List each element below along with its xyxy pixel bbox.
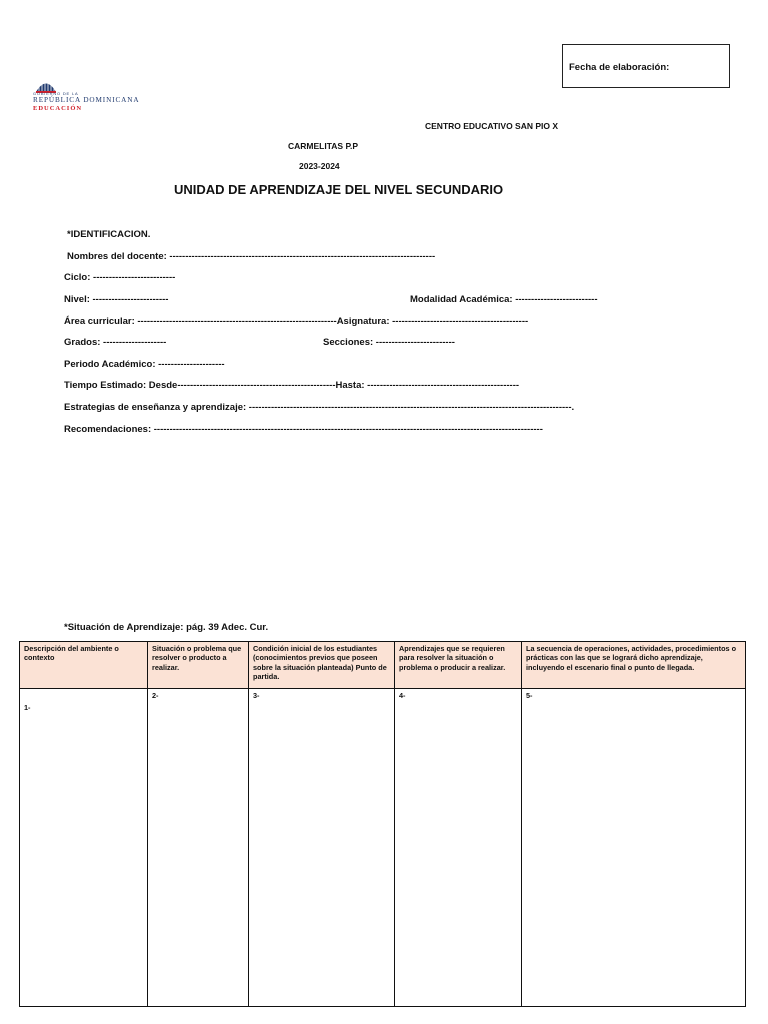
nivel-field: Nivel: ------------------------ (64, 294, 169, 305)
situacion-table (19, 641, 746, 1007)
col-header-secuencia: La secuencia de operaciones, actividades, procedimientos o prácticas con las que se logrará dicho aprendizaje, incluyendo el escenario final o punto de llegada. (522, 642, 746, 689)
ciclo-field: Ciclo: -------------------------- (64, 272, 176, 283)
school-year: 2023-2024 (299, 161, 340, 171)
centro-educativo: CENTRO EDUCATIVO SAN PIO X (425, 121, 559, 131)
table-cell-secuencia[interactable] (522, 689, 746, 1007)
row-number: 5- (526, 691, 533, 700)
col-header-aprendizajes: Aprendizajes que se requieren para resolver la situación o problema o producir a realizar. (395, 642, 522, 689)
grados-field: Grados: -------------------- (64, 337, 167, 348)
identificacion-heading: *IDENTIFICACION. (67, 229, 151, 240)
recomendaciones-field: Recomendaciones: --------------------------------------------------------------------------------------------------------------------------- (64, 424, 543, 435)
area-asignatura-field: Área curricular: ---------------------------------------------------------------Asignatura: ------------------------------------------- (64, 316, 529, 327)
logo-gobierno-text: GOBIERNO DE LA (33, 91, 79, 96)
logo-republica-text: REPÚBLICA DOMINICANA (33, 96, 140, 104)
minerd-logo (32, 79, 152, 115)
modalidad-field: Modalidad Académica: -------------------------- (410, 294, 598, 305)
tiempo-field: Tiempo Estimado: Desde--------------------------------------------------Hasta: ------------------------------------------------ (64, 380, 520, 391)
fecha-elaboracion-box (562, 44, 730, 88)
table-cell-situacion[interactable] (148, 689, 249, 1007)
row-number: 1- (24, 703, 31, 712)
situacion-heading: *Situación de Aprendizaje: pág. 39 Adec. Cur. (64, 622, 269, 633)
row-number: 2- (152, 691, 159, 700)
table-row (20, 689, 746, 1007)
table-cell-descripcion[interactable] (20, 689, 148, 1007)
row-number: 3- (253, 691, 260, 700)
page-title: UNIDAD DE APRENDIZAJE DEL NIVEL SECUNDARIO (174, 182, 504, 197)
col-header-condicion: Condición inicial de los estudiantes (conocimientos previos que poseen sobre la situación planteada) Punto de partida. (249, 642, 395, 689)
periodo-field: Periodo Académico: --------------------- (64, 359, 225, 370)
logo-educacion-text: EDUCACIÓN (33, 105, 83, 112)
fecha-elaboracion-label: Fecha de elaboración: (569, 62, 670, 73)
docente-field: Nombres del docente: ------------------------------------------------------------------------------------ (67, 251, 436, 262)
col-header-situacion: Situación o problema que resolver o producto a realizar. (148, 642, 249, 689)
estrategias-field: Estrategias de enseñanza y aprendizaje: ------------------------------------------------------------------------------------------------------. (64, 402, 575, 413)
secciones-field: Secciones: ------------------------- (323, 337, 455, 348)
table-header-row (20, 642, 746, 689)
col-header-descripcion: Descripción del ambiente o contexto (20, 642, 148, 689)
table-cell-condicion[interactable] (249, 689, 395, 1007)
row-number: 4- (399, 691, 406, 700)
table-cell-aprendizajes[interactable] (395, 689, 522, 1007)
carmelitas-text: CARMELITAS P.P (288, 141, 359, 151)
